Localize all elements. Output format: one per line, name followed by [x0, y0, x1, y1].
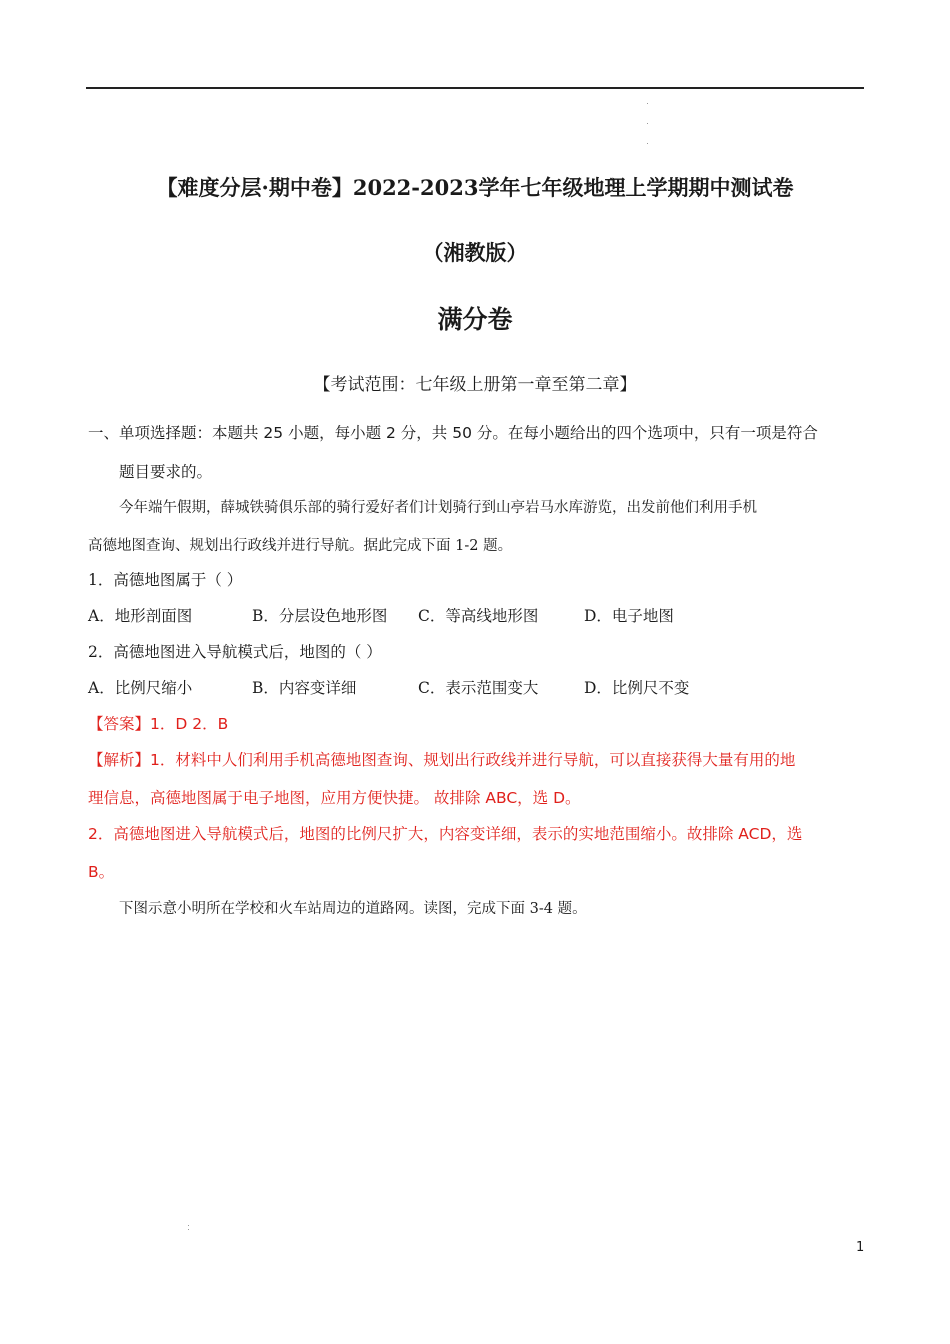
- mark-dot: [188, 1229, 189, 1230]
- passage-line: 今年端午假期，薛城铁骑俱乐部的骑行爱好者们计划骑行到山亭岩马水库游览，出发前他们利用手机: [119, 500, 757, 516]
- section-heading-cont: 题目要求的。: [119, 463, 213, 481]
- question-stem: 2．高德地图进入导航模式后，地图的（ ）: [88, 643, 382, 661]
- option-a: A．地形剖面图: [88, 607, 193, 625]
- option-d: D．电子地图: [584, 607, 674, 625]
- option-a: A．比例尺缩小: [88, 679, 193, 697]
- analysis-line: [88, 748, 795, 770]
- passage-line: 下图示意小明所在学校和火车站周边的道路网。读图，完成下面 3-4 题。: [119, 901, 587, 917]
- option-c: C．表示范围变大: [418, 679, 539, 697]
- header-rule: [86, 87, 864, 89]
- answer-line: [88, 712, 228, 734]
- document-title-line1: 【难度分层·期中卷】2022-2023学年七年级地理上学期期中测试卷: [156, 175, 794, 200]
- analysis-line: 2．高德地图进入导航模式后，地图的比例尺扩大，内容变详细，表示的实地范围缩小。故排除 ACD，选: [88, 825, 803, 843]
- option-c: C．等高线地形图: [418, 607, 539, 625]
- page-number: 1: [856, 1240, 865, 1255]
- analysis-line: B。: [88, 863, 115, 881]
- mark-dot: [647, 123, 648, 124]
- answer-text: 1．D 2．B: [150, 715, 229, 733]
- analysis-text: 1．材料中人们利用手机高德地图查询、规划出行政线并进行导航，可以直接获得大量有用的地: [150, 751, 796, 769]
- analysis-line: 理信息，高德地图属于电子地图，应用方便快捷。 故排除 ABC，选 D。: [88, 789, 581, 807]
- mark-dot: [647, 143, 648, 144]
- answer-label: 【答案】: [88, 715, 151, 733]
- document-title-line2: （湘教版）: [422, 240, 528, 265]
- document-subtitle: 满分卷: [437, 305, 513, 334]
- exam-scope: 【考试范围：七年级上册第一章至第二章】: [313, 375, 637, 395]
- question-stem: 1．高德地图属于（ ）: [88, 571, 243, 589]
- option-b: B．内容变详细: [252, 679, 357, 697]
- section-heading: 一、单项选择题：本题共 25 小题，每小题 2 分，共 50 分。在每小题给出的四个选项中，只有一项是符合: [88, 424, 818, 442]
- analysis-label: 【解析】: [88, 751, 151, 769]
- passage-line: 高德地图查询、规划出行政线并进行导航。据此完成下面 1-2 题。: [88, 538, 513, 554]
- mark-dot: [647, 103, 648, 104]
- option-b: B．分层设色地形图: [252, 607, 388, 625]
- mark-dot: [188, 1225, 189, 1226]
- option-d: D．比例尺不变: [584, 679, 690, 697]
